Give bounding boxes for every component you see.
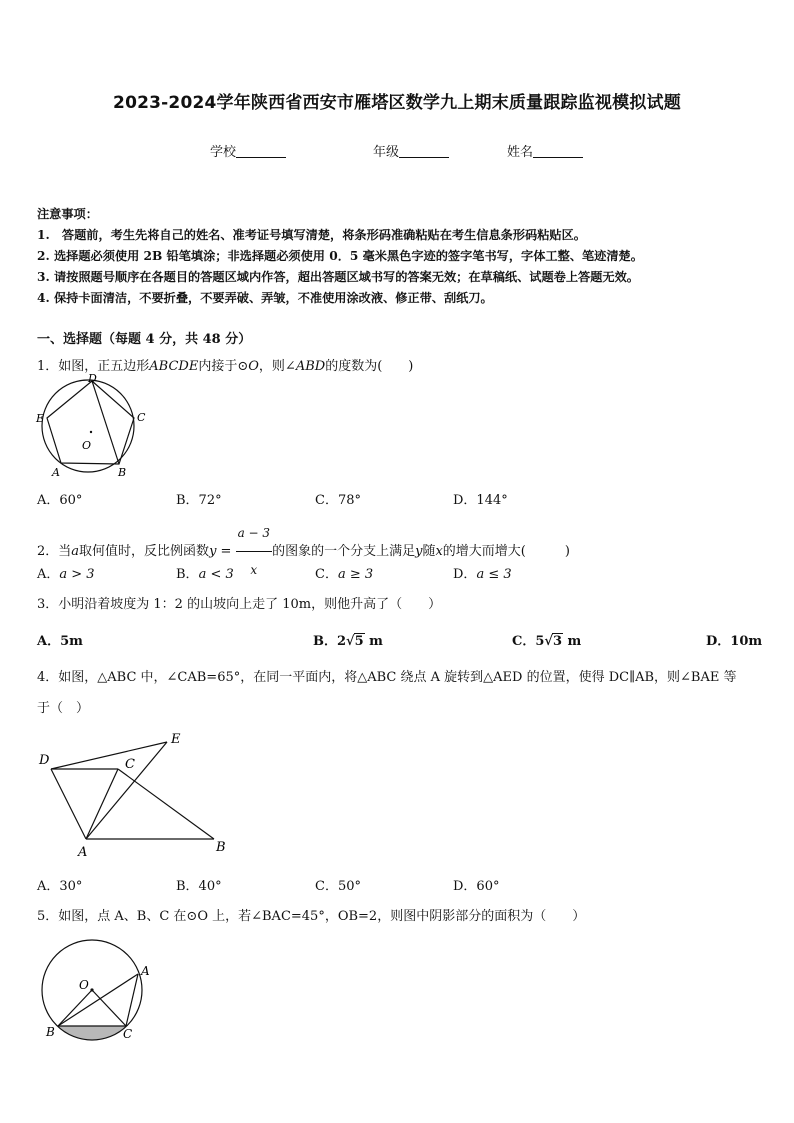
q4-option-b[interactable]: B．40° <box>176 879 222 894</box>
question-4-line1: 4．如图，△ABC 中，∠CAB=65°，在同一平面内，将△ABC 绕点 A 旋转到△AED 的位置，使得 DC∥AB，则∠BAE 等 <box>37 670 737 685</box>
segment-ac <box>86 769 118 839</box>
q2-fraction <box>236 515 272 588</box>
option-expr: a ≥ 3 <box>337 567 374 582</box>
option-value: 10m <box>730 634 763 649</box>
grade-label: 年级 <box>373 145 400 160</box>
label-e: E <box>171 732 181 747</box>
label-a: A <box>52 466 60 479</box>
q1-angle: ABD <box>295 359 326 374</box>
option-coef: 2 <box>337 634 347 649</box>
page-title: 2023-2024学年陕西省西安市雁塔区数学九上期末质量跟踪监视模拟试题 <box>113 93 681 113</box>
pentagon-figure <box>30 372 155 482</box>
segment-ba <box>58 974 138 1026</box>
q2-var: a <box>71 544 80 559</box>
segment-da <box>51 769 86 839</box>
q2-option-d[interactable] <box>453 563 512 582</box>
section-heading: 一、选择题（每题 4 分，共 48 分） <box>37 332 252 347</box>
note-item: 4. 保持卡面清洁，不要折叠，不要弄破、弄皱，不准使用涂改液、修正带、刮纸刀。 <box>37 291 493 305</box>
label-e: E <box>36 412 45 425</box>
q1-text: 1．如图，正五边形 <box>37 359 150 374</box>
label-d: D <box>39 753 50 768</box>
name-field[interactable] <box>507 141 583 160</box>
option-prefix: B． <box>176 567 199 582</box>
option-prefix: B． <box>313 634 337 649</box>
grade-field[interactable] <box>373 141 449 160</box>
center-point <box>90 431 92 433</box>
q2-text: 的增大而增大( ) <box>442 544 570 559</box>
q1-text: ，则∠ <box>258 359 296 374</box>
label-a: A <box>78 845 88 860</box>
circle-o <box>42 380 134 472</box>
segment-oc <box>92 990 126 1026</box>
q2-var: x <box>435 544 443 559</box>
option-prefix: A． <box>37 567 60 582</box>
name-blank[interactable] <box>533 145 583 158</box>
label-c: C <box>123 1027 133 1041</box>
school-label: 学校 <box>210 145 237 160</box>
option-coef: 5 <box>535 634 545 649</box>
q2-var: y <box>415 544 423 559</box>
q1-option-a[interactable]: A．60° <box>37 493 83 508</box>
segment-cb <box>118 769 214 839</box>
option-radicand: 5 <box>354 634 364 649</box>
option-unit: m <box>369 634 383 649</box>
option-unit: m <box>567 634 582 649</box>
q1-text: 的度数为( ) <box>325 359 414 374</box>
note-item: 2. 选择题必须使用 2B 铅笔填涂；非选择题必须使用 0．5 毫米黑色字迹的签字笔书写，字体工整、笔迹清楚。 <box>37 249 643 263</box>
q2-text: 取何值时，反比例函数 <box>79 544 210 559</box>
q2-func-lhs: y = <box>209 544 232 559</box>
q2-numerator: a − 3 <box>236 515 272 552</box>
circle-sector-figure <box>30 938 160 1050</box>
q2-text: 2．当 <box>37 544 72 559</box>
rotation-figure <box>30 726 240 861</box>
question-5: 5．如图，点 A、B、C 在⊙O 上，若∠BAC=45°，OB=2，则图中阴影部分的面积为（ ） <box>37 909 586 924</box>
label-c: C <box>137 411 146 424</box>
q4-option-c[interactable]: C．50° <box>315 879 361 894</box>
option-expr: a > 3 <box>59 567 95 582</box>
q4-option-a[interactable]: A．30° <box>37 879 83 894</box>
label-b: B <box>46 1025 55 1039</box>
label-d: D <box>88 372 97 385</box>
q3-option-c[interactable]: C．5√3 m <box>512 634 582 649</box>
question-4-line2: 于（ ） <box>37 701 90 716</box>
q2-denominator: x <box>250 563 258 577</box>
shaded-segment <box>58 1026 126 1039</box>
q1-circle-label: O <box>248 359 259 374</box>
name-label: 姓名 <box>507 145 534 160</box>
q3-option-b[interactable]: B．2√5 m <box>313 634 383 649</box>
q1-option-d[interactable]: D．144° <box>453 493 508 508</box>
option-prefix: D． <box>706 634 731 649</box>
grade-blank[interactable] <box>399 145 449 158</box>
q3-option-a[interactable] <box>37 630 83 649</box>
option-prefix: C． <box>315 567 338 582</box>
school-blank[interactable] <box>236 145 286 158</box>
q2-text: 随 <box>422 544 436 559</box>
segment-ca <box>126 974 138 1026</box>
option-prefix: C． <box>512 634 536 649</box>
option-expr: a < 3 <box>198 567 234 582</box>
label-o: O <box>79 978 89 992</box>
q3-option-d[interactable] <box>706 630 762 649</box>
note-item: 1. 答题前，考生先将自己的姓名、准考证号填写清楚，将条形码准确粘贴在考生信息条形码粘贴区。 <box>37 228 586 242</box>
option-prefix: D． <box>453 567 477 582</box>
label-b: B <box>216 840 226 855</box>
option-prefix: A． <box>37 634 61 649</box>
school-field[interactable] <box>210 141 286 160</box>
label-o: O <box>82 439 92 452</box>
label-a: A <box>141 964 150 978</box>
segment-de <box>51 742 167 769</box>
question-3: 3．小明沿着坡度为 1：2 的山坡向上走了 10m，则他升高了（ ） <box>37 597 442 612</box>
notes-heading: 注意事项： <box>37 207 98 221</box>
notes-block <box>37 204 643 309</box>
label-b: B <box>118 466 127 479</box>
q2-option-a[interactable] <box>37 563 95 582</box>
q1-option-b[interactable]: B．72° <box>176 493 222 508</box>
option-value: 5m <box>60 634 83 649</box>
q1-shape: ABCDE <box>149 359 199 374</box>
center-point <box>90 988 93 991</box>
option-expr: a ≤ 3 <box>476 567 512 582</box>
option-radicand: 3 <box>552 634 562 649</box>
q2-option-c[interactable] <box>315 563 373 582</box>
q1-text: 内接于⊙ <box>198 359 249 374</box>
q4-option-d[interactable]: D．60° <box>453 879 500 894</box>
q2-text: 的图象的一个分支上满足 <box>272 544 416 559</box>
q1-option-c[interactable]: C．78° <box>315 493 361 508</box>
segment-ob <box>58 990 92 1026</box>
label-c: C <box>125 757 135 772</box>
q2-option-b[interactable] <box>176 563 234 582</box>
note-item: 3. 请按照题号顺序在各题目的答题区域内作答，超出答题区域书写的答案无效；在草稿纸、试题卷上答题无效。 <box>37 270 639 284</box>
